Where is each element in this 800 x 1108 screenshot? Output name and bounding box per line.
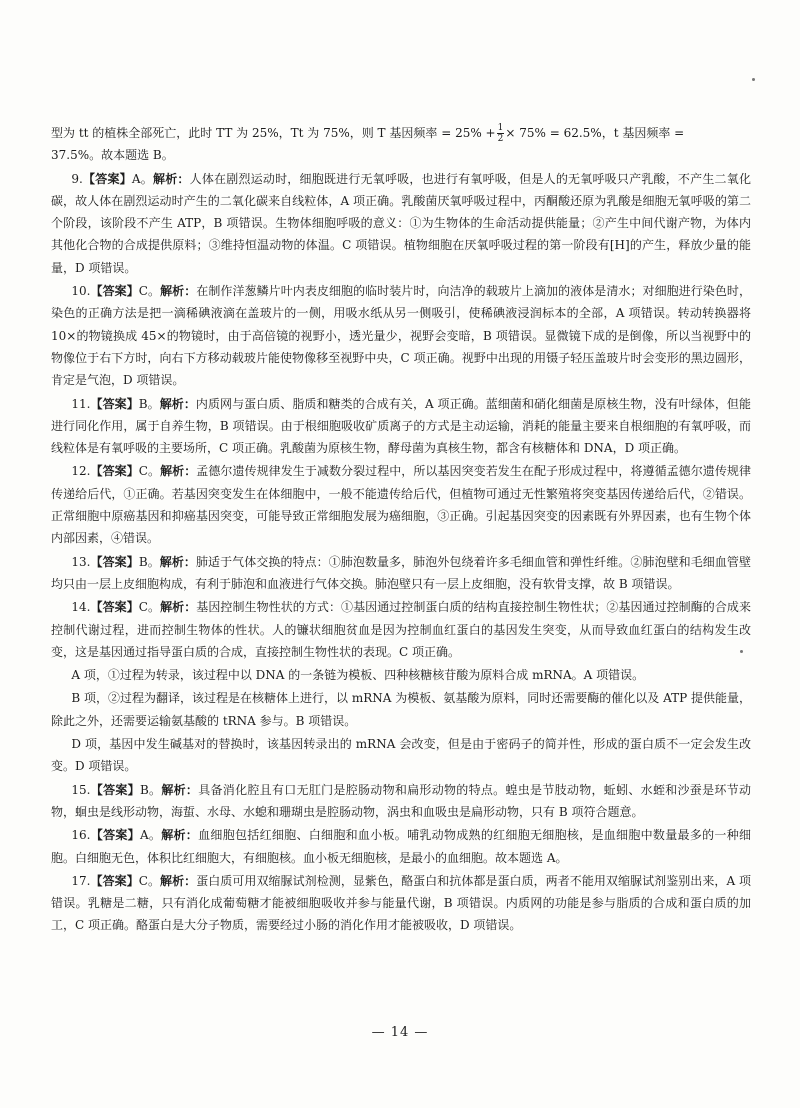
fraction: $\frac{1}{2}$ [497, 123, 504, 144]
answer-item-11: 11.【答案】B。解析：内质网与蛋白质、脂质和糖类的合成有关，A 项正确。蓝细菌和硝化细菌是原核生物，没有叶绿体，但能进行同化作用，属于自养生物，B 项错误。由于根细胞吸收矿质离子的方式是主动运输，消耗的能量主要来自根细胞的有氧呼吸，而线粒体是有氧呼吸的主要场所，C 项正确。乳酸菌为原核生物，酵母菌为真核生物，都含有核糖体和 DNA，D 项正确。 [51, 396, 751, 456]
intro-paragraph: 型为 tt 的植株全部死亡，此时 TT 为 25%，Tt 为 75%，则 T 基因频率 = 25% + $\frac{1}{2}$ × 75% = 62.5%，t 基因频率 = [51, 123, 685, 144]
answer-item-14: 14.【答案】C。解析：基因控制生物性状的方式：①基因通过控制蛋白质的结构直接控制生物性状；②基因通过控制酶的合成来控制代谢过程，进而控制生物体的性状。人的镰状细胞贫血是因为控制血红蛋白的基因发生突变，从而导致血红蛋白的结构发生改变，这是基因通过指导蛋白质的合成，直接控制生物性状的表现。C 项正确。 [51, 600, 751, 659]
answer-item-9: 9.【答案】A。解析：人体在剧烈运动时，细胞既进行无氧呼吸，也进行有氧呼吸，但是人的无氧呼吸只产乳酸，不产生二氧化碳，故人体在剧烈运动时产生的二氧化碳来自线粒体，A 项正确。乳酸菌厌氧呼吸过程中，丙酮酸还原为乳酸是细胞无氧呼吸的第二个阶段，该阶段不产生 ATP，B 项错误。生物体细胞呼吸的意义：①为生物体的生命活动提供能量；②产生中间代谢产物，为体内其他化合物的合成提供原料；③维持恒温动物的体温。C 项错误。植物细胞在厌氧呼吸过程的第一阶段有[H]的产生，释放少量的能量，D 项错误。 [51, 171, 751, 275]
answer-item-13: 13.【答案】B。解析：肺适于气体交换的特点：①肺泡数量多，肺泡外包绕着许多毛细血管和弹性纤维。②肺泡壁和毛细血管壁均只由一层上皮细胞构成，有利于肺泡和血液进行气体交换。肺泡壁只有一层上皮细胞，没有软骨支撑，故 B 项错误。 [51, 554, 751, 591]
page-number: — 14 — [371, 1025, 429, 1040]
answer-item-12: 12.【答案】C。解析：孟德尔遗传规律发生于减数分裂过程中，所以基因突变若发生在配子形成过程中，将遵循孟德尔遗传规律传递给后代，①正确。若基因突变发生在体细胞中，一般不能遗传给后代，但植物可通过无性繁殖将突变基因传递给后代，②错误。正常细胞中原癌基因和抑癌基因突变，可能导致正常细胞发展为癌细胞，③正确。引起基因突变的因素既有外界因素，也有生物个体内部因素，④错误。 [51, 464, 751, 546]
scan-speck [752, 78, 755, 81]
answer-item-10: 10.【答案】C。解析：在制作洋葱鳞片叶内表皮细胞的临时装片时，向洁净的载玻片上滴加的液体是清水；对细胞进行染色时，染色的正确方法是把一滴稀碘液滴在盖玻片的一侧，用吸水纸从另一侧吸引，使稀碘液浸润标本的全部，A 项错误。转动转换器将 10×的物镜换成 45×的物镜时，由于高倍镜的视野小，透光量少，视野会变暗，B 项错误。显微镜下成的是倒像，所以当视野中的物像位于右下方时，向右下方移动载玻片能使物像移至视野中央，C 项正确。视野中出现的用镊子轻压盖玻片时会变形的黑边圆形，肯定是气泡，D 项错误。 [51, 284, 751, 388]
intro-paragraph-end: 37.5%。故本题选 B。 [51, 148, 174, 163]
answer-item-14-option-b: B 项，②过程为翻译，该过程是在核糖体上进行，以 mRNA 为模板、氨基酸为原料，同时还需要酶的催化以及 ATP 提供能量，除此之外，还需要运输氨基酸的 tRNA 参与。B 项错误。 [51, 691, 751, 728]
answer-item-14-option-d: D 项，基因中发生碱基对的替换时，该基因转录出的 mRNA 会改变，但是由于密码子的简并性，形成的蛋白质不一定会发生改变。D 项错误。 [51, 737, 751, 774]
answer-item-14-option-a: A 项，①过程为转录，该过程中以 DNA 的一条链为模板、四种核糖核苷酸为原料合成 mRNA。A 项错误。 [71, 668, 645, 683]
answer-item-16: 16.【答案】A。解析：血细胞包括红细胞、白细胞和血小板。哺乳动物成熟的红细胞无细胞核，是血细胞中数量最多的一种细胞。白细胞无色，体积比红细胞大，有细胞核。血小板无细胞核，是最小的血细胞。故本题选 A。 [51, 828, 751, 865]
answer-content [51, 122, 751, 937]
answer-item-17: 17.【答案】C。解析：蛋白质可用双缩脲试剂检测，显紫色，酪蛋白和抗体都是蛋白质，两者不能用双缩脲试剂鉴别出来，A 项错误。乳糖是二糖，只有消化成葡萄糖才能被细胞吸收并参与能量代谢，B 项错误。内质网的功能是参与脂质的合成和蛋白质的加工，C 项正确。酪蛋白是大分子物质，需要经过小肠的消化作用才能被吸收，D 项错误。 [51, 873, 751, 933]
answer-item-15: 15.【答案】B。解析：具备消化腔且有口无肛门是腔肠动物和扁形动物的特点。蝗虫是节肢动物，蚯蚓、水蛭和沙蚕是环节动物，蛔虫是线形动物，海蜇、水母、水螅和珊瑚虫是腔肠动物，涡虫和血吸虫是扁形动物，只有 B 项符合题意。 [51, 782, 751, 819]
